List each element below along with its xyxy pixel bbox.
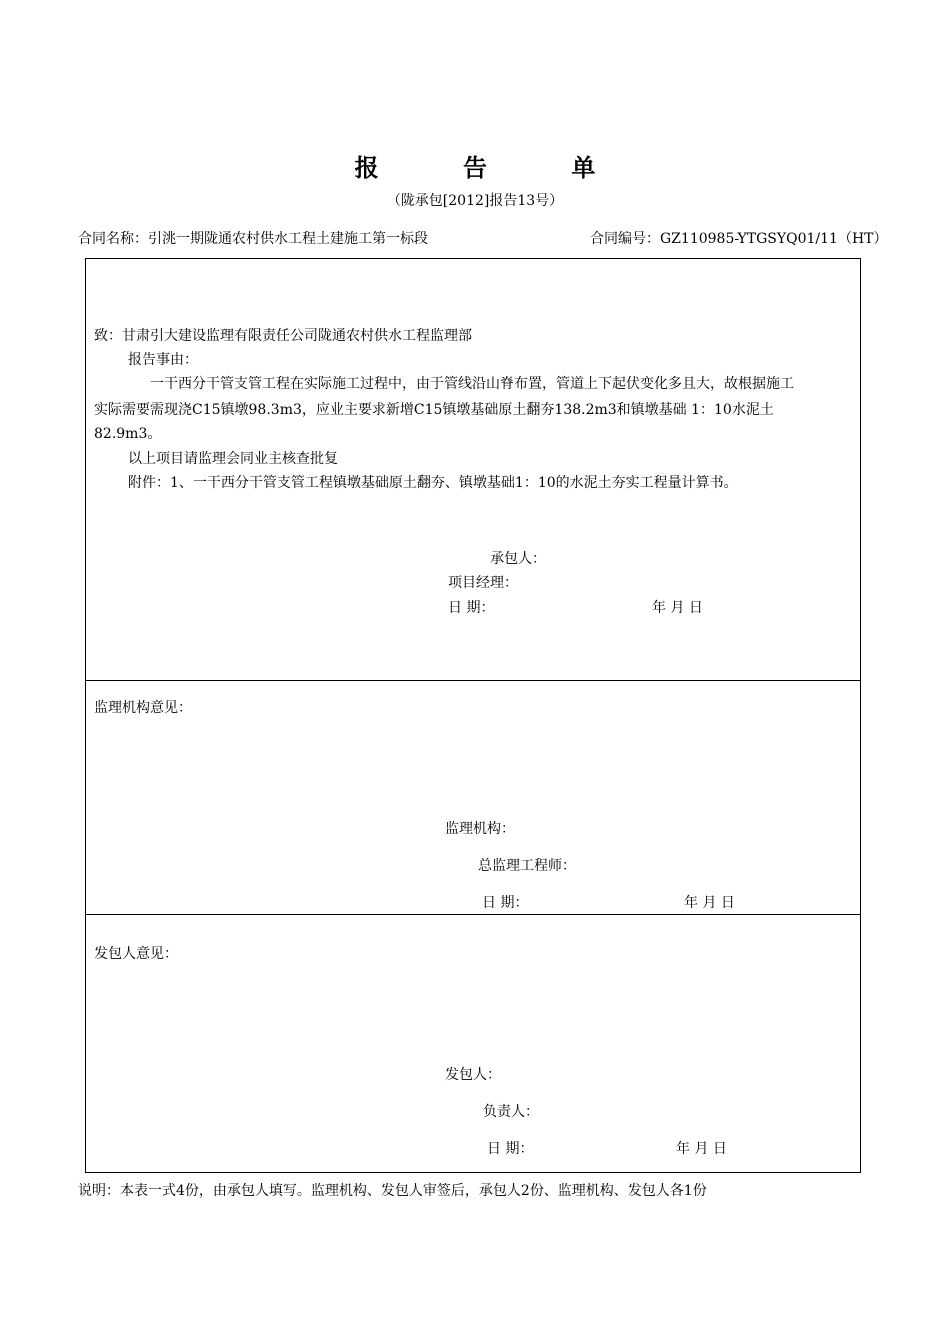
date-ymd: 年 月 日: [684, 895, 735, 911]
approval-request: 以上项目请监理会同业主核查批复: [128, 451, 338, 467]
section-divider: [86, 680, 860, 681]
date-ymd: 年 月 日: [652, 600, 703, 616]
supervision-org-label: 监理机构：: [445, 821, 515, 837]
reason-label: 报告事由：: [128, 352, 198, 368]
footnote: 说明：本表一式4份，由承包人填写。监理机构、发包人审签后，承包人2份、监理机构、发包人各1份: [78, 1183, 707, 1199]
employer-opinion-label: 发包人意见：: [94, 946, 178, 962]
project-manager-label: 项目经理：: [448, 575, 518, 591]
chief-engineer-label: 总监理工程师：: [478, 858, 576, 874]
report-body-line: 82.9m3。: [94, 426, 162, 442]
addressee: 致：甘肃引大建设监理有限责任公司陇通农村供水工程监理部: [94, 328, 472, 344]
report-body-line: 实际需要需现浇C15镇墩98.3m3，应业主要求新增C15镇墩基础原土翻夯138.2m3和镇墩基础 1：10水泥土: [94, 402, 774, 418]
contractor-label: 承包人：: [490, 551, 546, 567]
date-label: 日 期：: [487, 1141, 534, 1157]
section-divider: [86, 914, 860, 915]
contract-name: 合同名称：引洮一期陇通农村供水工程土建施工第一标段: [78, 231, 428, 247]
supervision-opinion-label: 监理机构意见：: [94, 700, 192, 716]
report-number: （陇承包[2012]报告13号）: [386, 193, 564, 209]
contract-number: 合同编号：GZ110985-YTGSYQ01/11（HT）: [590, 231, 888, 247]
responsible-person-label: 负责人：: [483, 1104, 539, 1120]
date-ymd: 年 月 日: [676, 1141, 727, 1157]
document-title: 报 告 单: [354, 153, 634, 182]
report-body-line: 一干西分干管支管工程在实际施工过程中，由于管线沿山脊布置，管道上下起伏变化多且大，故根据施工: [150, 376, 794, 392]
employer-label: 发包人：: [445, 1067, 501, 1083]
attachment: 附件：1、一干西分干管支管工程镇墩基础原土翻夯、镇墩基础1：10的水泥土夯实工程量计算书。: [128, 475, 738, 491]
date-label: 日 期：: [482, 895, 529, 911]
date-label: 日 期：: [448, 600, 495, 616]
